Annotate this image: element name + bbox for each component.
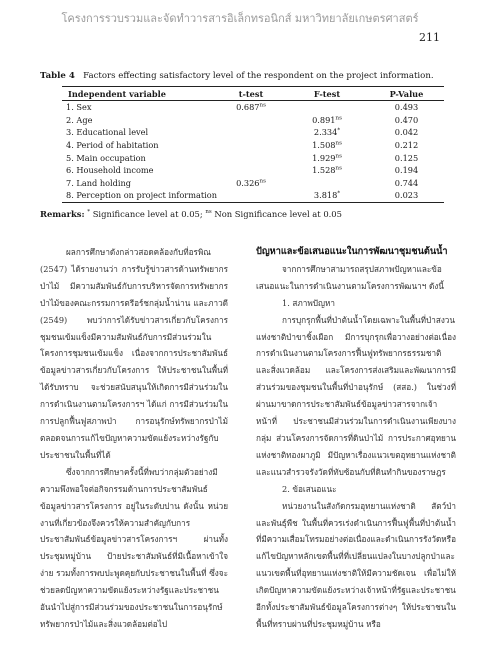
variable-cell [62,139,217,152]
f-test-cell-value: 0.891 [312,114,336,125]
section-heading: ปัญหาและข้อเสนอแนะในการพัฒนาชุมชนต้นน้ำ [256,246,448,257]
remarks-label: Remarks: [40,209,85,219]
p-value-cell [369,151,444,164]
f-test-cell [285,151,369,164]
p-value-cell-value: 0.470 [394,114,419,125]
right-text-column [256,244,456,633]
table-row [62,164,444,177]
p-value-cell [369,126,444,139]
variable-cell-value: 3. Educational level [66,127,149,138]
f-test-cell-value: 1.508 [312,140,336,151]
f-test-cell-value: 1.528 [312,165,336,176]
t-test-cell [217,139,285,152]
table-row [62,126,444,139]
f-test-cell [285,126,369,139]
p-value-cell [369,177,444,190]
variable-cell [62,164,217,177]
variable-cell-value: 6. Household income [66,165,154,176]
significance-superscript: ns [335,140,342,147]
subsection-heading: 1. สภาพปัญหา [282,297,335,308]
variable-cell-value: 2. Age [66,114,93,125]
significance-superscript: ns [259,178,266,185]
f-test-cell [285,177,369,190]
p-value-cell-value: 0.493 [394,102,419,113]
t-test-cell [217,151,285,164]
significance-superscript: ns [335,165,342,172]
f-test-cell [285,114,369,127]
table-row [62,139,444,152]
f-test-cell [285,164,369,177]
column-header: P-Value [369,87,444,101]
body-paragraph: ผลการศึกษาดังกล่าวสอดคล้องกับที่อรพิณ (2547) ได้รายงานว่า การรับรู้ข่าวสารด้านทรัพยากรป่าไม้ มีความสัมพันธ์กับการบริหารจัดการทรัพยากรป่าไม้ของคณะกรรมการตรีอร์ชกลุ่มน้ำน่าน และภาวดี (2549) พบว่าการได้รับข่าวสารเกี่ยวกับโครงการชุมชนเข้มแข็งมีความสัมพันธ์กับการมีส่วนร่วมในโครงการชุมชนเข้มแข็ง เนื่องจากการประชาสัมพันธ์ข้อมูลข่าวสารเกี่ยวกับโครงการ ให้ประชาชนในพื้นที่ได้รับทราบ จะช่วยสนับสนุนให้เกิดการมีส่วนร่วมในการดำเนินงานตามโครงการฯ ได้แก่ การมีส่วนร่วมในการปลูกฟื้นฟูสภาพป่า การอนุรักษ์ทรัพยากรป่าไม้ตลอดจนการแก้ไขปัญหาความขัดแย้งระหว่างรัฐกับประชาชนในพื้นที่ได้ [40,247,228,460]
column-header: Independent variable [62,87,217,101]
f-test-cell [285,139,369,152]
significance-superscript: ns [335,152,342,159]
variable-cell-value: 8. Perception on project information [66,190,217,201]
nonsignificance-text: Non Significance level at 0.05 [211,209,342,219]
page-number: 211 [419,31,440,44]
f-test-cell [285,101,369,114]
column-header: F-test [285,87,369,101]
p-value-cell-value: 0.023 [394,190,419,201]
t-test-cell [217,126,285,139]
table-header-row [62,87,444,101]
body-paragraph: ซึ่งจากการศึกษาครั้งนี้ที่พบว่ากลุ่มตัวอย่างมีความพึงพอใจต่อกิจกรรมด้านการประชาสัมพันธ์ข้อมูลข่าวสารโครงการ อยู่ในระดับปาน ดังนั้น หน่วยงานที่เกี่ยวข้องจึงควรให้ความสำคัญกับการประชาสัมพันธ์ข้อมูลข่าวสารโครงการฯ ผ่านทั้งประชุมหมู่บ้าน ป้ายประชาสัมพันธ์ที่มีเนื้อหาเข้าใจง่าย รวมทั้งการพบปะพูดคุยกับประชาชนในพื้นที่ ซึ่งจะช่วยลดปัญหาความขัดแย้งระหว่างรัฐและประชาชน อันนำไปสู่การมีส่วนร่วมของประชาชนในการอนุรักษ์ทรัพยากรป่าไม้และสิ่งแวดล้อมต่อไป [40,466,228,629]
running-header: โครงการรวบรวมและจัดทำวารสารอิเล็กทรอนิกส์ มหาวิทยาลัยเกษตรศาสตร์ [61,12,419,25]
f-test-cell-value: 3.818 [313,190,338,201]
table-row [62,177,444,190]
body-paragraph: หน่วยงานในสังกัดกรมอุทยานแห่งชาติ สัตว์ป่าและพันธุ์พืช ในพื้นที่ควรเร่งดำเนินการฟื้นฟูพื้นที่ป่าต้นน้ำที่มีความเสื่อมโทรมอย่างต่อเนื่องและดำเนินการรังวัดหรือแก้ไขปัญหาหลักเขตพื้นที่ที่เปลี่ยนแปลงในบางปลูกป่าและแนวเขตพื้นที่อุทยานแห่งชาติให้มีความชัดเจน เพื่อไม่ให้เกิดปัญหาความขัดแย้งระหว่างเจ้าหน้าที่รัฐและประชาชน อีกทั้งประชาสัมพันธ์ข้อมูลโครงการต่างๆ ให้ประชาชนในพื้นที่ทราบผ่านที่ประชุมหมู่บ้าน หรือ [256,500,456,629]
table-row [62,189,444,202]
table-label: Table 4 [40,71,75,81]
subsection-heading: 2. ข้อเสนอแนะ [282,483,337,494]
significance-mark: * [87,209,91,216]
variable-cell-value: 7. Land holding [66,177,132,188]
significance-text: Significance level at 0.05; [90,209,206,219]
p-value-cell-value: 0.125 [394,152,419,163]
variable-cell [62,189,217,202]
variable-cell-value: 1. Sex [66,102,92,113]
body-paragraph: จากการศึกษาสามารถสรุปสภาพปัญหาและข้อเสนอแนะในการดำเนินงานตามโครงการพัฒนาฯ ดังนี้ [256,263,444,291]
p-value-cell-value: 0.042 [394,127,419,138]
variable-cell [62,101,217,114]
body-paragraph: การบุกรุกพื้นที่ป่าต้นน้ำโดยเฉพาะในพื้นที่ป่าสงวนแห่งชาติป่าขาชิ้งเผือก มีการบุกรุกเพื่อวางอย่างต่อเนื่องการดำเนินงานตามโครงการฟื้นฟูทรัพยากรธรรมชาติและสิ่งแวดล้อม และโครงการส่งเสริมและพัฒนาการมีส่วนร่วมของชุมชนในพื้นที่ป่าอนุรักษ์ (สสอ.) ในช่วงที่ผ่านมาขาดการประชาสัมพันธ์ข้อมูลข่าวสารจากเจ้าหน้าที่ ประชาชนมีส่วนร่วมในการดำเนินงานเพียงบางกลุ่ม ส่วนโครงการจัดการที่ดินป่าไม้ การประกาศอุทยานแห่งชาติทองผาภูมิ มีปัญหาเรื่องแนวเขตอุทยานแห่งชาติและแนวสำรวจรังวัดที่ทับซ้อนกับที่ดินทำกินของราษฎร [256,314,456,477]
p-value-cell [369,114,444,127]
table-row [62,151,444,164]
p-value-cell [369,164,444,177]
p-value-cell-value: 0.212 [394,140,419,151]
variable-cell-value: 5. Main occupation [66,152,146,163]
t-test-cell-value: 0.326 [236,177,260,188]
p-value-cell [369,139,444,152]
nonsignificance-mark: ns [205,209,212,216]
significance-superscript: ns [335,115,342,122]
t-test-cell [217,164,285,177]
results-table [62,86,444,203]
table-remarks [40,209,460,219]
significance-superscript: ns [259,102,266,109]
t-test-cell [217,177,285,190]
left-text-column [40,244,228,633]
f-test-cell-value: 1.929 [312,152,336,163]
significance-superscript: * [337,190,341,197]
table-row [62,101,444,114]
variable-cell [62,126,217,139]
table-caption-text: Factors effecting satisfactory level of the respondent on the project information. [83,71,434,81]
significance-superscript: * [337,127,341,134]
p-value-cell [369,189,444,202]
p-value-cell [369,101,444,114]
variable-cell [62,177,217,190]
f-test-cell [285,189,369,202]
t-test-cell-value: 0.687 [236,102,260,113]
variable-cell-value: 4. Period of habitation [66,140,159,151]
f-test-cell-value: 2.334 [313,127,338,138]
table-row [62,114,444,127]
variable-cell [62,151,217,164]
variable-cell [62,114,217,127]
table-caption [40,71,460,82]
t-test-cell [217,101,285,114]
p-value-cell-value: 0.744 [394,177,419,188]
column-header: t-test [217,87,285,101]
t-test-cell [217,114,285,127]
t-test-cell [217,189,285,202]
p-value-cell-value: 0.194 [394,165,419,176]
